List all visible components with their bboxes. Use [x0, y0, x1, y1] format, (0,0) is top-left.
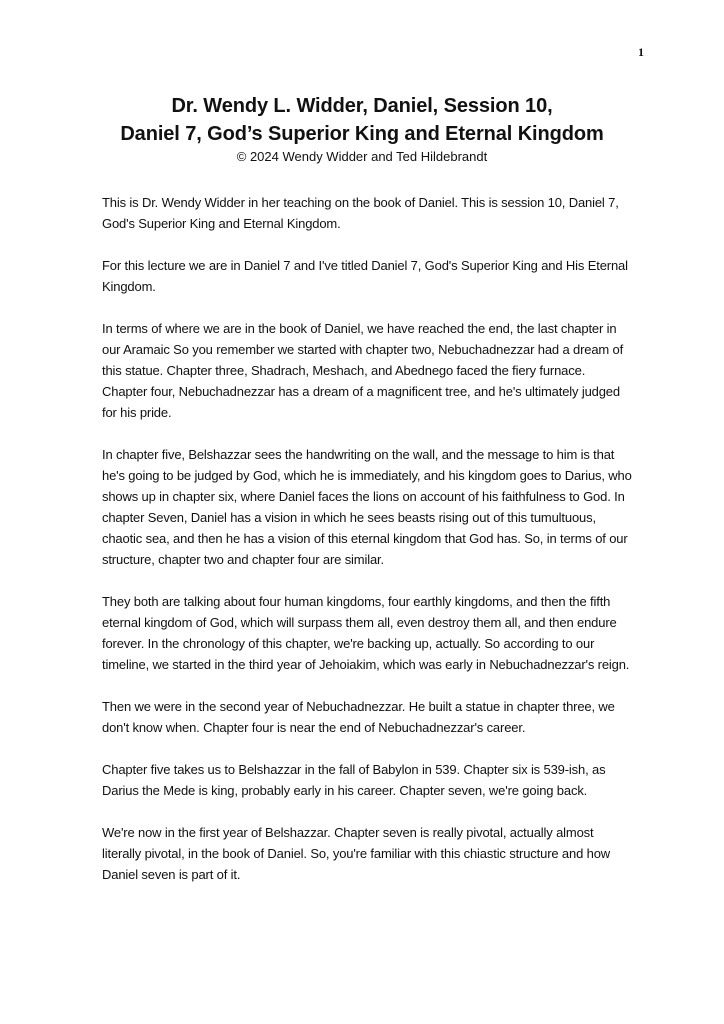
- paragraph: In terms of where we are in the book of Daniel, we have reached the end, the last chapter in our Aramaic So you remember we started with chapter two, Nebuchadnezzar had a dream of this statue. Chapter three, Shadrach, Meshach, and Abednego faced the fiery furnace. Chapter four, Nebuchadnezzar has a dream of a magnificent tree, and he's ultimately judged for his pride.: [102, 321, 624, 420]
- paragraph: They both are talking about four human kingdoms, four earthly kingdoms, and then the fifth eternal kingdom of God, which will surpass them all, even destroy them all, and then endure forever. In the chronology of this chapter, we're backing up, actually. So according to our timeline, we started in the third year of Jehoiakim, which was early in Nebuchadnezzar's reign.: [102, 594, 630, 672]
- document-header: [90, 92, 634, 166]
- page-number: 1: [638, 45, 644, 59]
- copyright-line: © 2024 Wendy Widder and Ted Hildebrandt: [236, 149, 488, 164]
- paragraph: Then we were in the second year of Nebuchadnezzar. He built a statue in chapter three, we don't know when. Chapter four is near the end of Nebuchadnezzar's career.: [102, 699, 615, 735]
- paragraph: Chapter five takes us to Belshazzar in the fall of Babylon in 539. Chapter six is 539-ish, as Darius the Mede is king, probably early in his career. Chapter seven, we're going back.: [102, 762, 606, 798]
- title-line-1: Dr. Wendy L. Widder, Daniel, Session 10,: [171, 95, 553, 117]
- title-line-2: Daniel 7, God’s Superior King and Eternal Kingdom: [120, 123, 604, 145]
- paragraph: For this lecture we are in Daniel 7 and I've titled Daniel 7, God's Superior King and His Eternal Kingdom.: [102, 258, 628, 294]
- paragraph: In chapter five, Belshazzar sees the handwriting on the wall, and the message to him is that he's going to be judged by God, which he is immediately, and his kingdom goes to Darius, who shows up in chapter six, where Daniel faces the lions on account of his faithfulness to God. In chapter Seven, Daniel has a vision in which he sees beasts rising out of this tumultuous, chaotic sea, and then he has a vision of this eternal kingdom that God has. So, in terms of our structure, chapter two and chapter four are similar.: [102, 447, 632, 567]
- body-text: [102, 192, 632, 906]
- paragraph: This is Dr. Wendy Widder in her teaching on the book of Daniel. This is session 10, Daniel 7, God's Superior King and Eternal Kingdom.: [102, 195, 619, 231]
- paragraph: We're now in the first year of Belshazzar. Chapter seven is really pivotal, actually almost literally pivotal, in the book of Daniel. So, you're familiar with this chiastic structure and how Daniel seven is part of it.: [102, 825, 611, 882]
